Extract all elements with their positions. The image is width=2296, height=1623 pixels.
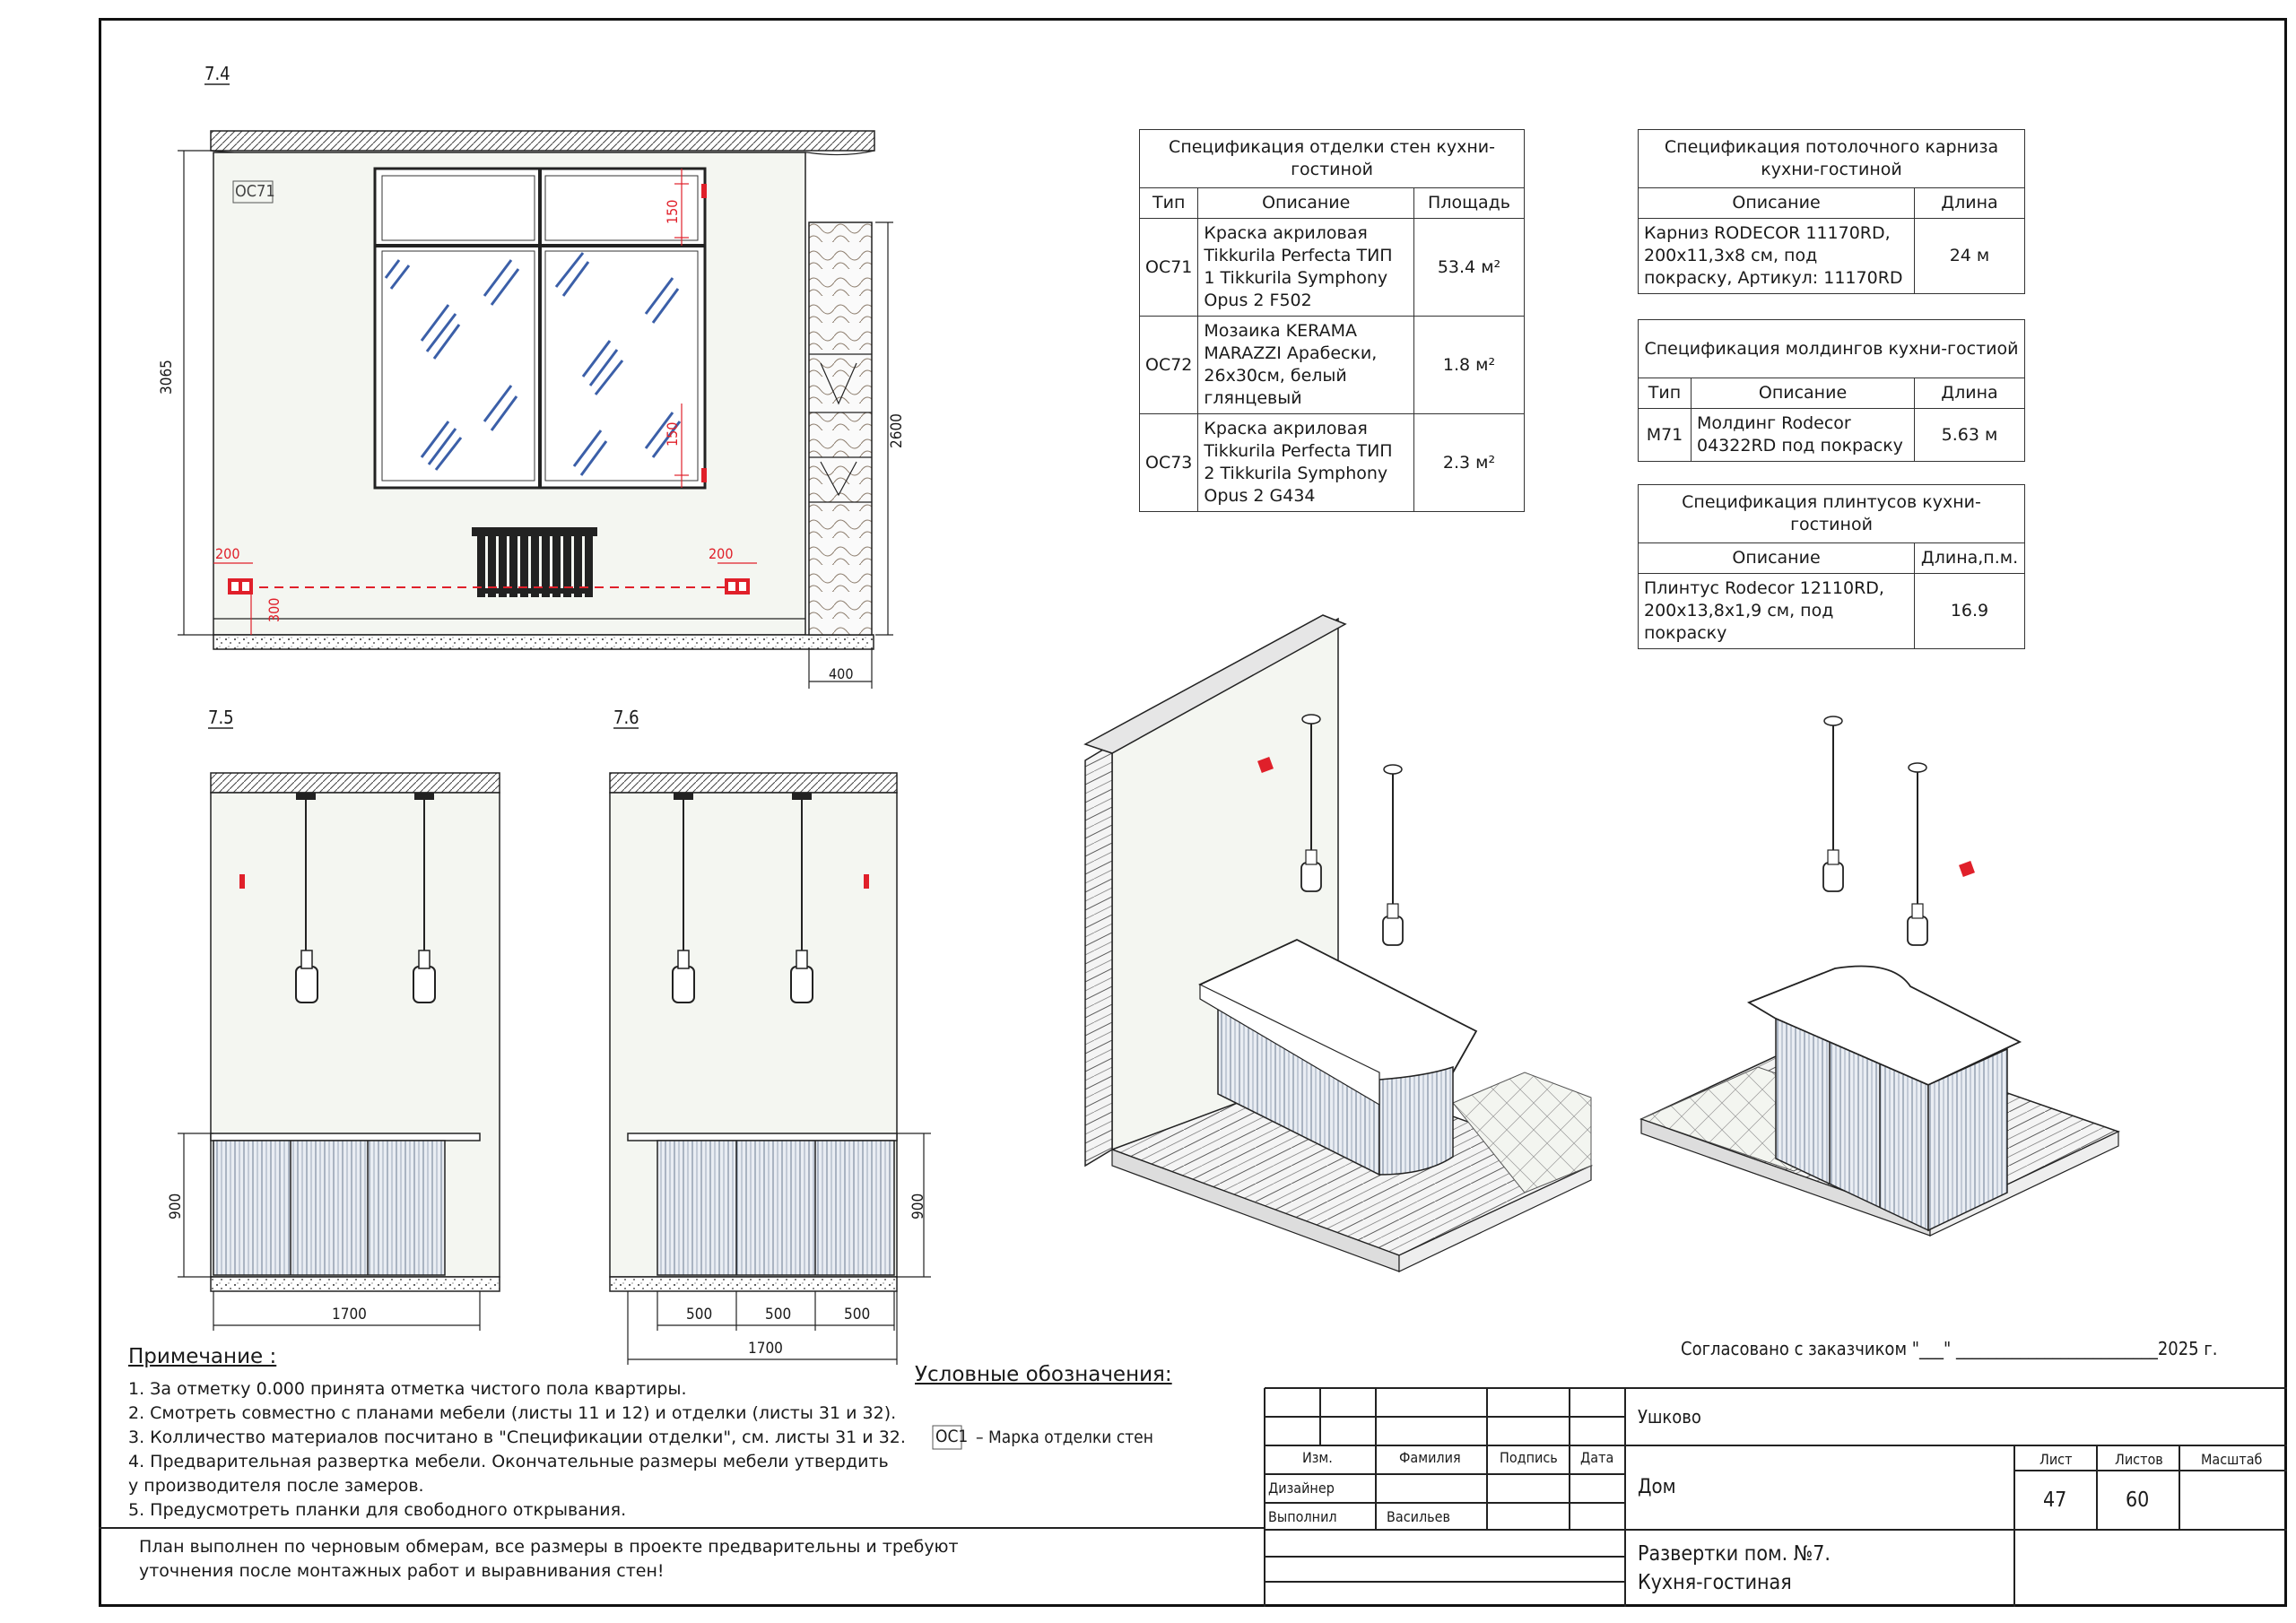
spec-baseboard-table: Спецификация плинтусов кухни-гостиной Описание Длина,п.м. Плинтус Rodecor 12110RD, 200х13,8х1,9 см, под покраску 16.9 bbox=[1638, 484, 2025, 649]
note-item: 4. Предварительная развертка мебели. Окончательные размеры мебели утвердить bbox=[128, 1452, 889, 1471]
spec-walls-title: Спецификация отделки стен кухни-гостиной bbox=[1140, 130, 1525, 188]
tb-object: Дом bbox=[1638, 1476, 1676, 1498]
tb-h-list: Лист bbox=[2039, 1451, 2073, 1468]
tb-h-masshtab: Масштаб bbox=[2201, 1451, 2263, 1468]
notes-list bbox=[128, 1377, 906, 1523]
tb-name-done: Васильев bbox=[1387, 1508, 1450, 1525]
dim-150-top: 150 bbox=[664, 199, 681, 224]
dim-500-b: 500 bbox=[765, 1306, 792, 1324]
table-row: OC73 Краска акриловая Tikkurila Perfecta ТИП 2 Tikkurila Symphony Opus 2 G434 2.3 м² bbox=[1140, 414, 1525, 512]
spec-cornice-title: Спецификация потолочного карниза кухни-гостиной bbox=[1639, 130, 2025, 188]
tb-place: Ушково bbox=[1638, 1406, 1701, 1428]
ceiling-slab bbox=[211, 131, 874, 151]
table-row: OC72 Мозаика KERAMA MARAZZI Арабески, 26х30см, белый глянцевый 1.8 м² bbox=[1140, 317, 1525, 414]
note-item: 1. За отметку 0.000 принята отметка чистого пола квартиры. bbox=[128, 1379, 687, 1399]
dim-900-76: 900 bbox=[909, 1193, 927, 1219]
dim-150-bottom: 150 bbox=[664, 421, 681, 447]
note-item: 5. Предусмотреть планки для свободного открывания. bbox=[128, 1500, 627, 1520]
table-row: Карниз RODECOR 11170RD, 200х11,3х8 см, под покраску, Артикул: 11170RD 24 м bbox=[1639, 219, 2025, 294]
view-label-7-5: 7.5 bbox=[208, 707, 234, 728]
dim-500-c: 500 bbox=[844, 1306, 871, 1324]
floor-slab bbox=[213, 635, 874, 649]
legend-text: – Марка отделки стен bbox=[976, 1428, 1153, 1447]
dim-1700-75: 1700 bbox=[332, 1306, 367, 1324]
tb-list: 47 bbox=[2043, 1488, 2067, 1512]
dim-300: 300 bbox=[265, 597, 283, 622]
notes-title: Примечание : bbox=[128, 1345, 277, 1368]
table-row: Плинтус Rodecor 12110RD, 200х13,8х1,9 см, под покраску 16.9 bbox=[1639, 574, 2025, 649]
dim-500-a: 500 bbox=[686, 1306, 713, 1324]
dim-200-right: 200 bbox=[709, 545, 734, 562]
table-row: OC71 Краска акриловая Tikkurila Perfecta ТИП 1 Tikkurila Symphony Opus 2 F502 53.4 м² bbox=[1140, 219, 1525, 317]
dim-2600: 2600 bbox=[888, 413, 906, 448]
tb-role-done: Выполнил bbox=[1268, 1508, 1337, 1525]
spec-cornice-table: Спецификация потолочного карниза кухни-гостиной Описание Длина Карниз RODECOR 11170RD, 200х11,3х8 см, под покраску, Артикул: 11170RD 24 м bbox=[1638, 129, 2025, 294]
table-row: M71 Молдинг Rodecor 04322RD под покраску 5.63 м bbox=[1639, 409, 2025, 462]
tb-sheet-title-1: Развертки пом. №7. bbox=[1638, 1542, 1831, 1566]
dim-3065: 3065 bbox=[158, 360, 176, 395]
disclaimer: План выполнен по черновым обмерам, все размеры в проекте предварительны и требуют уточнения после монтажных работ и выравнивания стен! bbox=[139, 1537, 959, 1581]
spec-walls-table: Спецификация отделки стен кухни-гостиной Тип Описание Площадь OC71 Краска акриловая Tikkurila Perfecta ТИП 1 Tikkurila Symphony Opus 2 F502 53.4 м² OC72 Мозаика KERAMA MARAZZI Арабески, 26х30см, белый глянцевый 1.8 м² OC73 Краска акриловая Tikkurila Perfecta ТИП 2 Tikkurila Symphony Opus 2 G434 2.3 м² bbox=[1139, 129, 1525, 512]
isometric-view-right bbox=[1641, 716, 2118, 1236]
mosaic-column bbox=[809, 222, 872, 635]
tb-role-designer: Дизайнер bbox=[1268, 1480, 1335, 1497]
isometric-view-left bbox=[1085, 615, 1591, 1271]
note-item: 3. Колличество материалов посчитано в "Спецификации отделки", см. листы 31 и 32. bbox=[128, 1428, 906, 1447]
tb-sheet-title-2: Кухня-гостиная bbox=[1638, 1571, 1792, 1594]
tb-col-data: Дата bbox=[1580, 1449, 1614, 1466]
note-item: 2. Смотреть совместно с планами мебели (листы 11 и 12) и отделки (листы 31 и 32). bbox=[128, 1403, 897, 1423]
tb-col-izm: Изм. bbox=[1302, 1449, 1333, 1466]
tb-h-listov: Листов bbox=[2115, 1451, 2163, 1468]
legend-title: Условные обозначения: bbox=[915, 1363, 1172, 1386]
dim-400: 400 bbox=[829, 665, 854, 682]
legend-mark: OC1 bbox=[935, 1427, 969, 1446]
view-7-6 bbox=[610, 773, 931, 1365]
tb-col-familia: Фамилия bbox=[1399, 1449, 1461, 1466]
agreed-line: Согласовано с заказчиком "___" _________________________2025 г. bbox=[1681, 1338, 2218, 1359]
spec-molding-title: Спецификация молдингов кухни-гостиой bbox=[1639, 320, 2025, 378]
tb-listov: 60 bbox=[2126, 1488, 2150, 1512]
view-7-4 bbox=[178, 131, 893, 689]
view-label-7-6: 7.6 bbox=[613, 707, 639, 728]
dim-1700-76: 1700 bbox=[748, 1340, 783, 1358]
wall-mark-oc71: OC71 bbox=[235, 182, 275, 201]
view-7-5 bbox=[178, 773, 500, 1331]
spec-molding-table: Спецификация молдингов кухни-гостиой Тип Описание Длина M71 Молдинг Rodecor 04322RD под покраску 5.63 м bbox=[1638, 319, 2025, 462]
tb-col-podpis: Подпись bbox=[1500, 1449, 1558, 1466]
note-item: у производителя после замеров. bbox=[128, 1476, 424, 1496]
view-label-7-4: 7.4 bbox=[204, 63, 230, 84]
dim-200-left: 200 bbox=[215, 545, 240, 562]
dim-900-75: 900 bbox=[167, 1193, 185, 1219]
spec-baseboard-title: Спецификация плинтусов кухни-гостиной bbox=[1639, 485, 2025, 543]
